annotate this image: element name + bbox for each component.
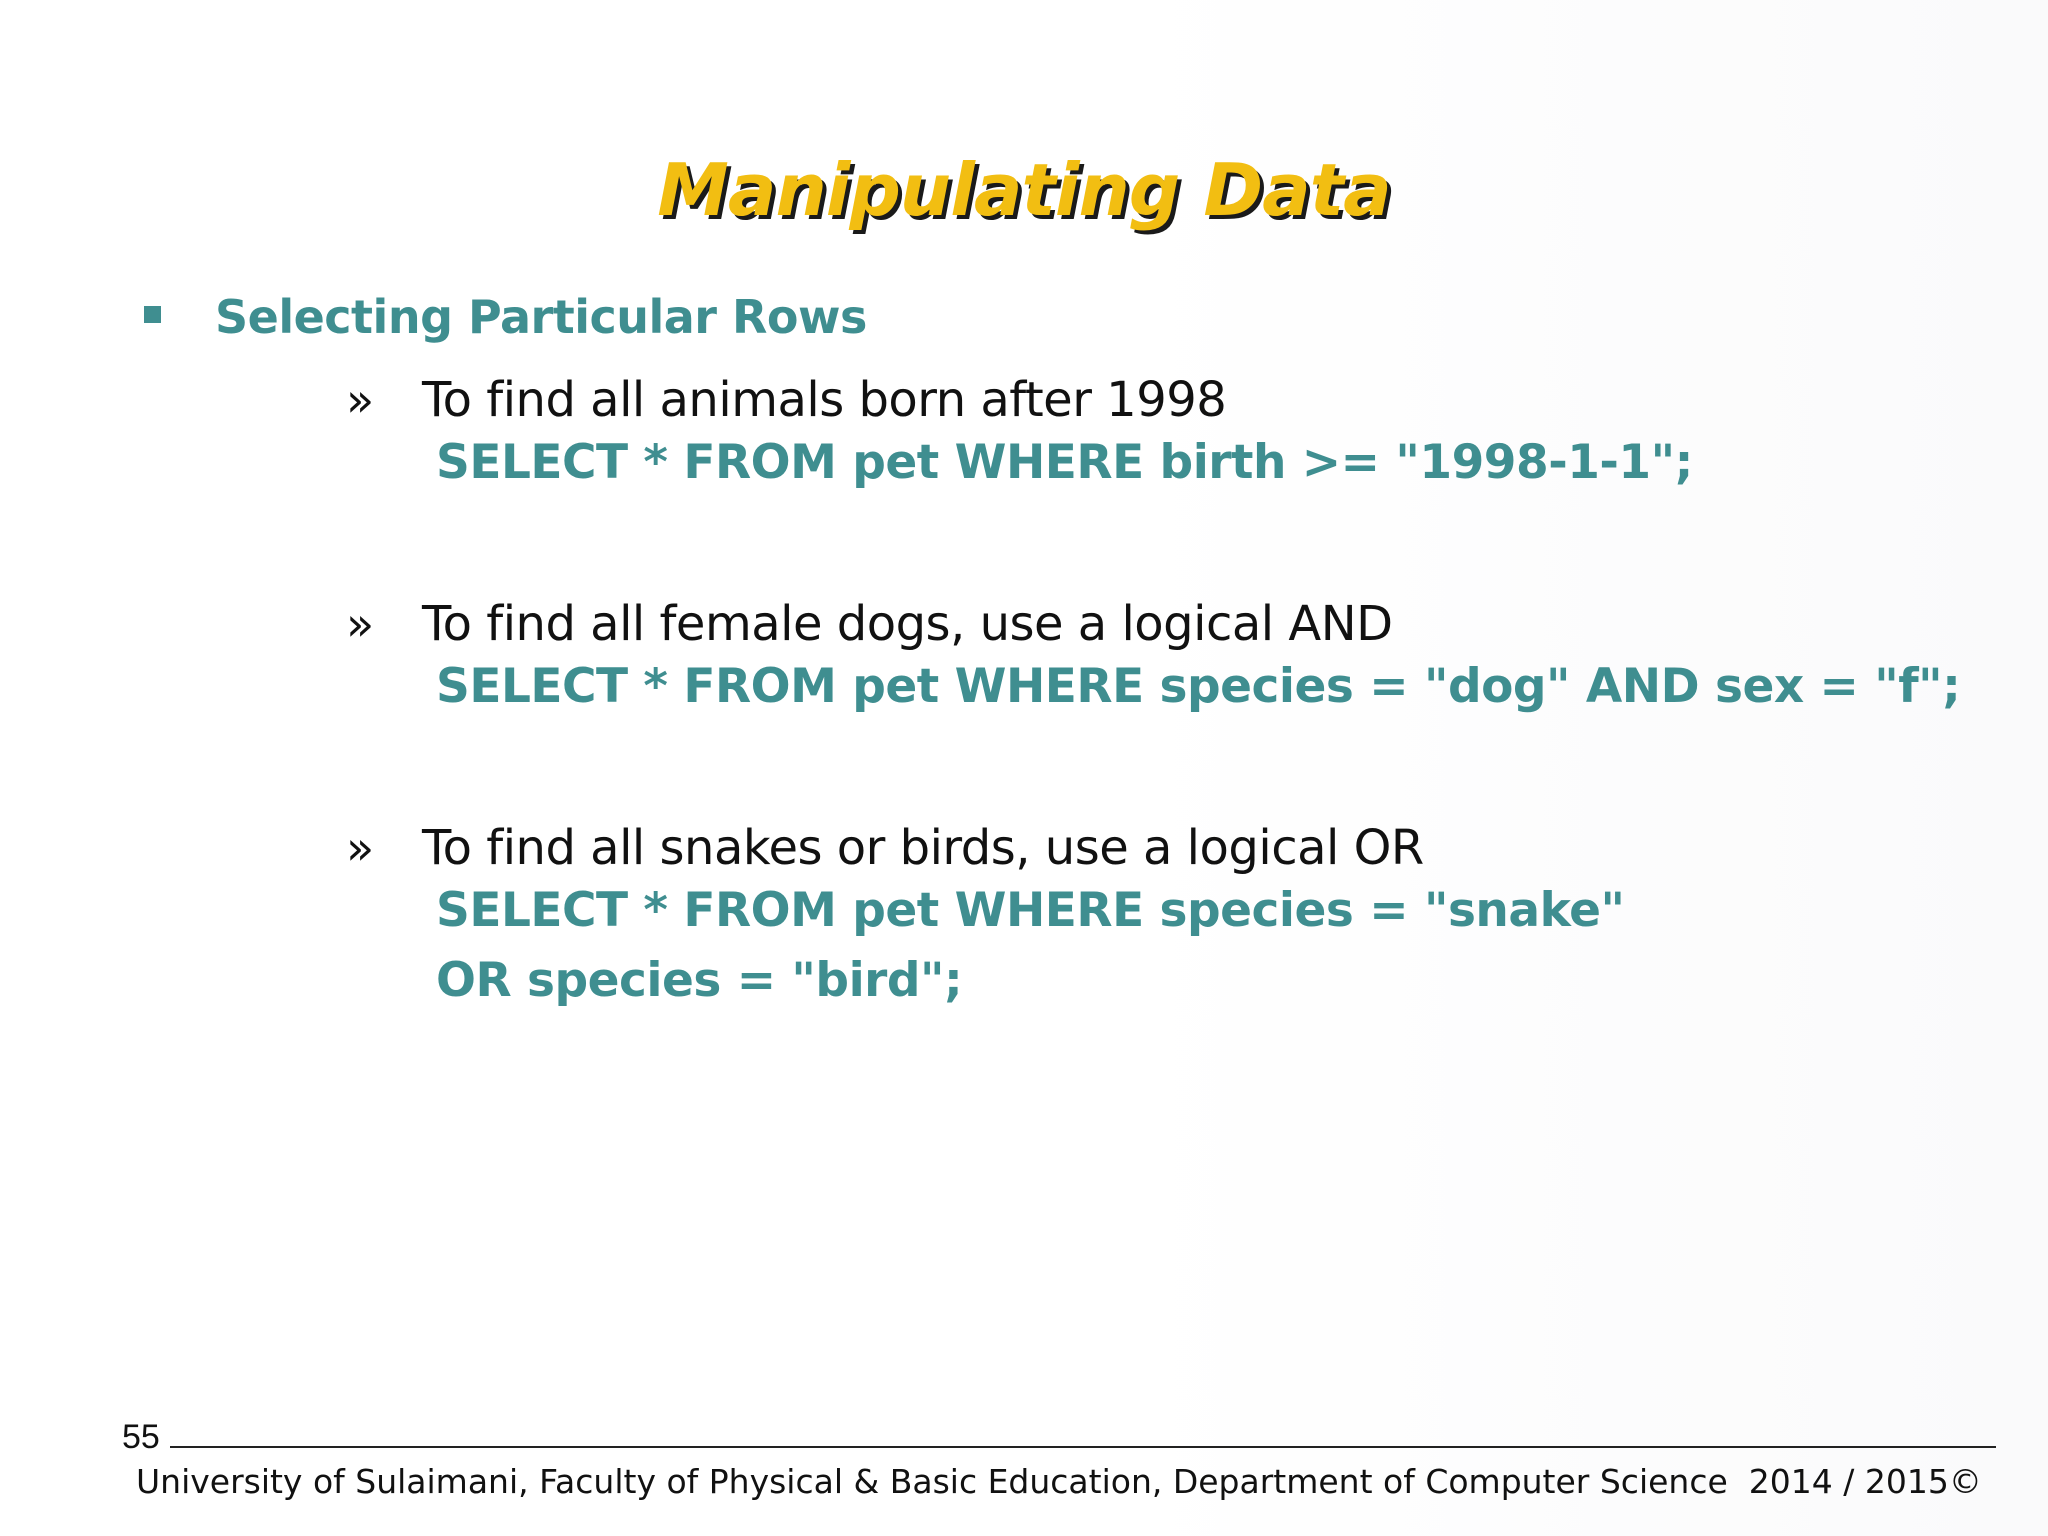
double-chevron-bullet-icon: »: [346, 821, 375, 875]
page-number: 55: [122, 1418, 160, 1456]
list-item-snakes-or-birds: [346, 820, 1624, 1016]
slide-title: Manipulating Data: [657, 148, 1391, 232]
list-item-female-dogs: [346, 596, 1960, 722]
sql-code-line: OR species = "bird";: [436, 953, 963, 1008]
footer-divider: [170, 1446, 1996, 1448]
square-bullet-icon: [144, 306, 161, 323]
sql-code-line: SELECT * FROM pet WHERE species = "dog" AND sex = "f";: [436, 659, 1961, 714]
footer-text: University of Sulaimani, Faculty of Physical & Basic Education, Department of Computer Science 2014 / 2015©: [136, 1462, 1982, 1501]
bullet-heading: [144, 290, 867, 344]
item-description: To find all animals born after 1998: [422, 372, 1227, 428]
bullet-heading-text: Selecting Particular Rows: [215, 290, 867, 344]
double-chevron-bullet-icon: »: [346, 373, 375, 427]
double-chevron-bullet-icon: »: [346, 597, 375, 651]
item-description: To find all female dogs, use a logical AND: [422, 596, 1393, 652]
sql-code-line: SELECT * FROM pet WHERE birth >= "1998-1-1";: [436, 435, 1693, 490]
item-description: To find all snakes or birds, use a logical OR: [422, 820, 1424, 876]
list-item-born-after-1998: [346, 372, 1693, 498]
sql-code-line: SELECT * FROM pet WHERE species = "snake": [436, 883, 1625, 938]
